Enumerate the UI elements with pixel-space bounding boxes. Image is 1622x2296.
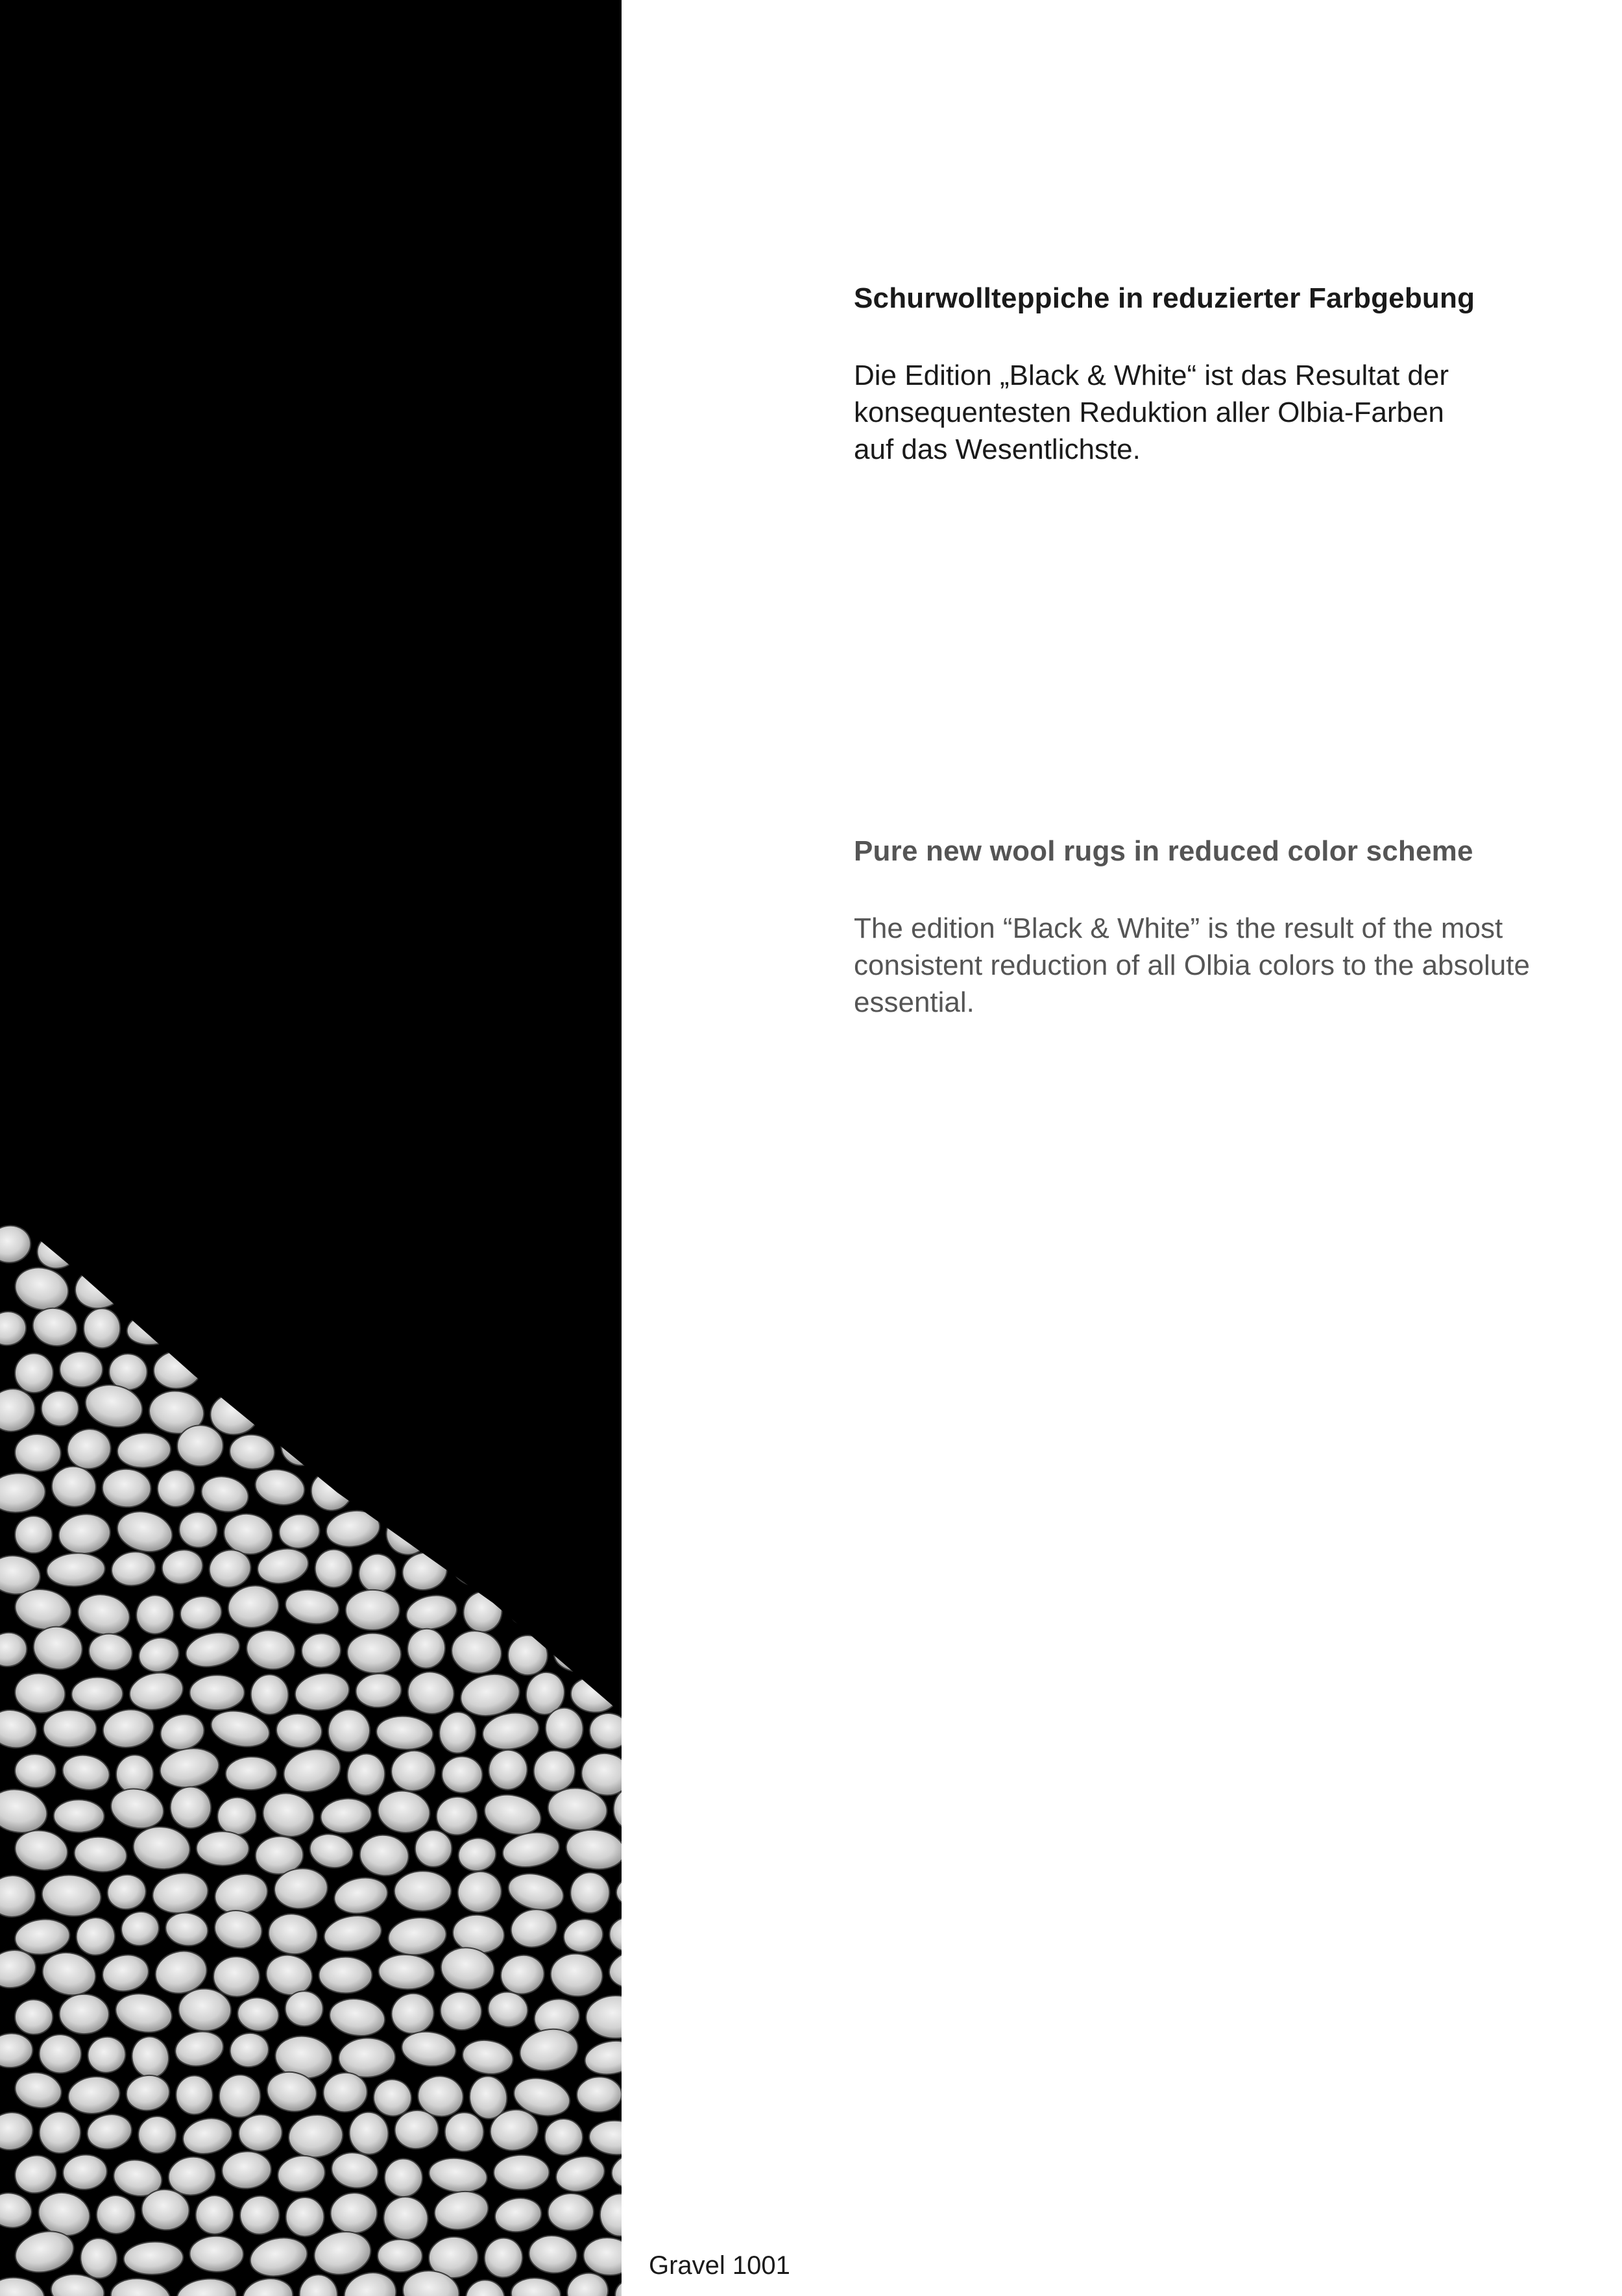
product-caption: Gravel 1001 [649, 2251, 790, 2280]
english-body-text: The edition “Black & White” is the result of the most consistent reduction of all Olbia colors to the absolute essential. [854, 912, 1530, 1018]
german-text-block [854, 279, 1580, 468]
rug-photo-panel [0, 0, 622, 2296]
english-heading: Pure new wool rugs in reduced color scheme [854, 835, 1473, 867]
english-text-block [854, 832, 1580, 1021]
german-heading: Schurwollteppiche in reduzierter Farbgebung [854, 282, 1475, 314]
felted-wool-rug-image [0, 0, 622, 2296]
german-body-text: Die Edition „Black & White“ ist das Resultat der konsequentesten Reduktion aller Olbia-Farben auf das Wesentlichste. [854, 360, 1449, 465]
